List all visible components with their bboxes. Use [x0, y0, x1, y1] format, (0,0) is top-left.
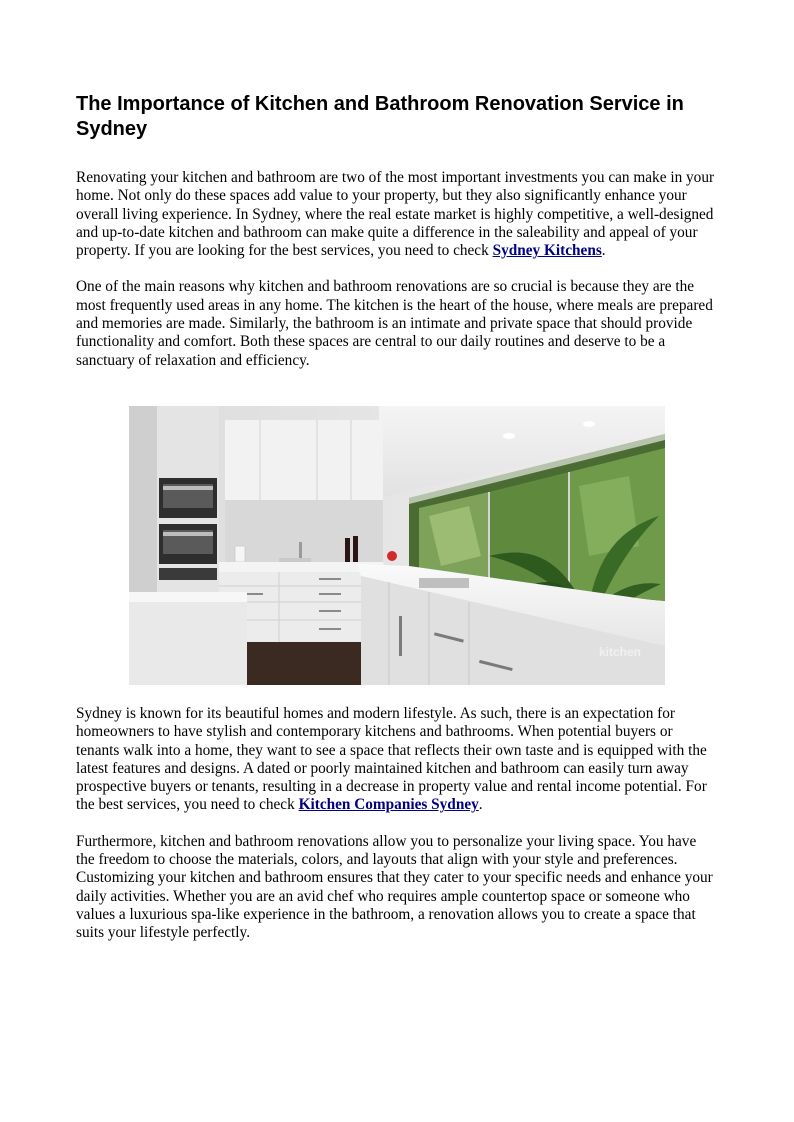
kitchen-photo [129, 406, 665, 685]
paragraph-reasons: One of the main reasons why kitchen and bathroom renovations are so crucial is because they are the most frequently used areas in any home. The kitchen is the heart of the house, where meals are prepared and memories are made. Similarly, the bathroom is an intimate and private space that should provide functionality and comfort. Both these spaces are central to our daily routines and deserve to be a sanctuary of relaxation and efficiency. [76, 278, 713, 369]
article [76, 92, 718, 943]
paragraph-sydney-text: Sydney is known for its beautiful homes and modern lifestyle. As such, there is an expectation for homeowners to have stylish and contemporary kitchens and bathrooms. When potential buyers or tenants walk into a home, they want to see a space that reflects their own taste and is equipped with the latest features and designs. A dated or poorly maintained kitchen and bathroom can easily turn away prospective buyers or tenants, resulting in a decrease in property value and rental income potential. For the best services, you need to check [76, 704, 707, 814]
page-title: The Importance of Kitchen and Bathroom Renovation Service in Sydney [76, 93, 684, 140]
paragraph-intro [76, 169, 718, 260]
paragraph-intro-end: . [601, 242, 606, 260]
paragraph-personalize: Furthermore, kitchen and bathroom renovations allow you to personalize your living space. You have the freedom to choose the materials, colors, and layouts that align with your style and preferences. Customizing your kitchen and bathroom ensures that they cater to your specific needs and enhance your daily activities. Whether you are an avid chef who requires ample countertop space or someone who values a luxurious spa-like experience in the bathroom, a renovation allows you to create a space that suits your lifestyle perfectly. [76, 832, 713, 942]
paragraph-sydney-end: . [478, 796, 483, 814]
sydney-kitchens-link[interactable]: Sydney Kitchens [492, 242, 602, 260]
paragraph-intro-text: Renovating your kitchen and bathroom are two of the most important investments you can make in your home. Not only do these spaces add value to your property, but they also significantly enhance your overall living experience. In Sydney, where the real estate market is highly competitive, a well-designed and up-to-date kitchen and bathroom can make quite a difference in the saleability and appeal of your property. If you are looking for the best services, you need to check [76, 169, 715, 260]
paragraph-sydney [76, 705, 718, 815]
watermark-logo: kitchen [599, 644, 642, 659]
kitchen-companies-sydney-link[interactable]: Kitchen Companies Sydney [298, 796, 479, 814]
